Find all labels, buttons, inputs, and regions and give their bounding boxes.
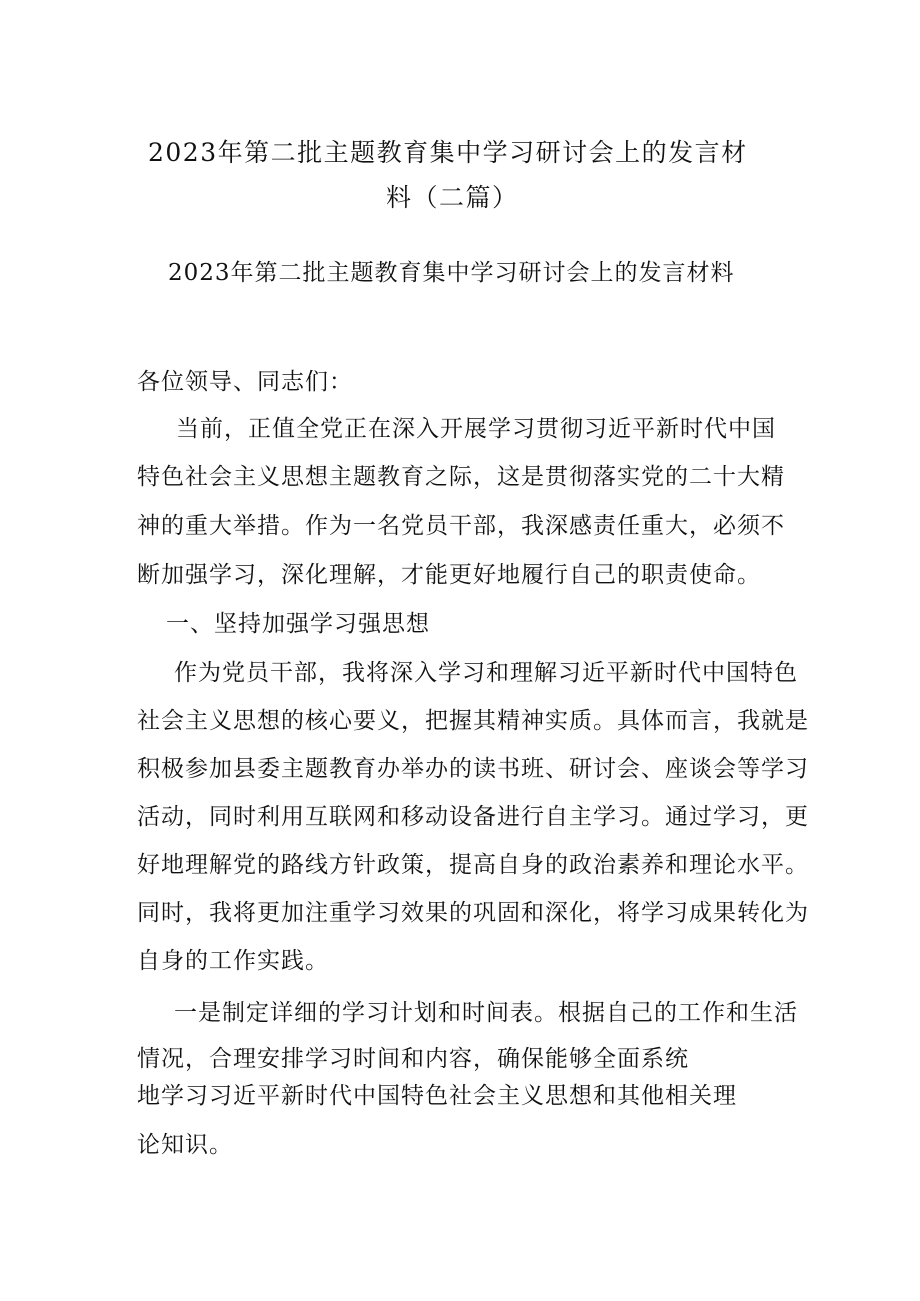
section-paragraph-line: 社会主义思想的核心要义，把握其精神实质。具体而言，我就是 — [137, 708, 809, 734]
intro-line: 当前，正值全党正在深入开展学习贯彻习近平新时代中国 — [176, 416, 776, 442]
intro-line: 断加强学习，深化理解，才能更好地履行自己的职责使命。 — [137, 562, 761, 588]
point-paragraph-line: 论知识。 — [137, 1132, 233, 1158]
document-title-line-1: 2023年第二批主题教育集中学习研讨会上的发言材 — [148, 138, 748, 167]
point-paragraph-line: 地学习习近平新时代中国特色社会主义思想和其他相关理 — [137, 1083, 737, 1109]
point-paragraph-line: 一是制定详细的学习计划和时间表。根据自己的工作和生活 — [174, 1000, 798, 1026]
salutation: 各位领导、同志们： — [137, 369, 353, 395]
intro-line: 特色社会主义思想主题教育之际，这是贯彻落实党的二十大精 — [137, 464, 785, 490]
section-paragraph-line: 好地理解党的路线方针政策，提高自身的政治素养和理论水平。 — [137, 852, 809, 878]
intro-line: 神的重大举措。作为一名党员干部，我深感责任重大，必须不 — [137, 513, 785, 539]
section-paragraph-line: 同时，我将更加注重学习效果的巩固和深化，将学习成果转化为 — [137, 900, 809, 926]
section-paragraph-line: 自身的工作实践。 — [137, 948, 329, 974]
point-paragraph-line: 情况，合理安排学习时间和内容，确保能够全面系统 — [137, 1046, 689, 1072]
section-heading: 一、坚持加强学习强思想 — [166, 611, 430, 637]
section-paragraph-line: 活动，同时利用互联网和移动设备进行自主学习。通过学习，更 — [137, 804, 809, 830]
section-paragraph-line: 作为党员干部，我将深入学习和理解习近平新时代中国特色 — [174, 660, 798, 686]
document-title-line-2: 料（二篇） — [386, 183, 519, 212]
section-paragraph-line: 积极参加县委主题教育办举办的读书班、研讨会、座谈会等学习 — [137, 756, 809, 782]
document-subtitle: 2023年第二批主题教育集中学习研讨会上的发言材料 — [168, 260, 735, 286]
